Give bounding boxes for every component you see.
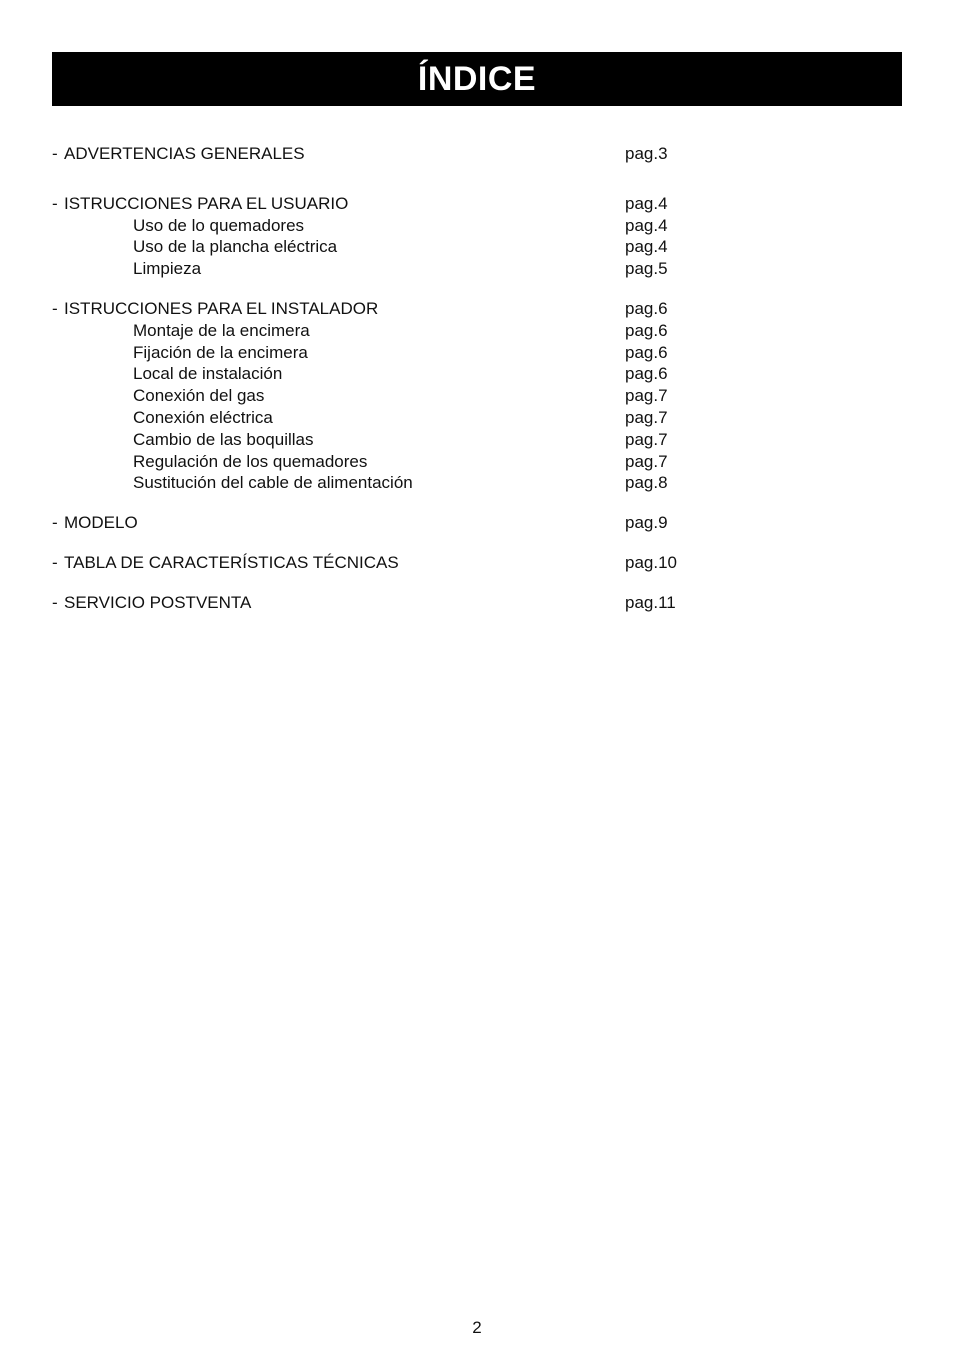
toc-section-servicio [52,592,852,614]
toc-page-ref: pag.4 [625,193,668,213]
toc-page-ref: pag.7 [625,407,668,427]
toc-subentry [52,451,852,473]
toc-section-modelo [52,512,852,534]
toc-section-advertencias [52,143,852,165]
toc-entry [52,298,852,320]
toc-subentry-label: Conexión eléctrica [133,407,273,427]
toc-subentry [52,236,852,258]
toc-page-ref: pag.8 [625,473,668,493]
toc-entry [52,512,852,534]
list-dash: - [52,144,58,163]
toc-section-title: ISTRUCCIONES PARA EL INSTALADOR [64,298,379,318]
list-dash: - [52,552,58,572]
toc-subentry-label: Cambio de las boquillas [133,429,314,449]
toc-page-ref: pag.6 [625,342,668,362]
toc-subentry [52,429,852,451]
toc-subentry [52,215,852,237]
toc-subentry [52,385,852,407]
toc-subentry [52,472,852,494]
toc-section-title: MODELO [64,513,138,533]
toc-page-ref: pag.4 [625,215,668,235]
list-dash: - [52,298,58,318]
toc-section-title: TABLA DE CARACTERÍSTICAS TÉCNICAS [64,552,399,572]
toc-section-title: ISTRUCCIONES PARA EL USUARIO [64,193,349,213]
toc-page-ref: pag.3 [625,144,668,163]
page-title: ÍNDICE [417,59,537,98]
toc-subentry [52,258,852,280]
toc-page-ref: pag.4 [625,237,668,257]
toc-page-ref: pag.7 [625,451,668,471]
table-of-contents [52,143,852,632]
toc-section-tabla [52,552,852,574]
title-bar [52,52,902,106]
toc-page-ref: pag.10 [625,552,677,572]
list-dash: - [52,513,58,533]
list-dash: - [52,193,58,213]
page-number: 2 [472,1318,482,1337]
toc-entry [52,592,852,614]
toc-page-ref: pag.7 [625,386,668,406]
toc-section-usuario [52,193,852,280]
toc-entry [52,193,852,215]
toc-page-ref: pag.6 [625,298,668,318]
toc-section-title: SERVICIO POSTVENTA [64,592,252,612]
toc-subentry-label: Sustitución del cable de alimentación [133,473,413,493]
toc-subentry-label: Fijación de la encimera [133,342,308,362]
toc-subentry-label: Conexión del gas [133,386,265,406]
toc-subentry [52,407,852,429]
toc-page-ref: pag.6 [625,320,668,340]
toc-page-ref: pag.6 [625,364,668,384]
toc-subentry-label: Uso de lo quemadores [133,215,305,235]
toc-subentry-label: Limpieza [133,259,202,279]
toc-page-ref: pag.7 [625,429,668,449]
toc-section-instalador [52,298,852,494]
list-dash: - [52,592,58,612]
toc-subentry-label: Regulación de los quemadores [133,451,368,471]
toc-entry [52,552,852,574]
toc-section-title: ADVERTENCIAS GENERALES [64,144,305,163]
toc-page-ref: pag.9 [625,513,668,533]
toc-subentry-label: Montaje de la encimera [133,320,310,340]
toc-page-ref: pag.11 [625,592,676,612]
toc-subentry [52,342,852,364]
toc-entry [52,143,852,165]
toc-page-ref: pag.5 [625,259,668,279]
toc-subentry [52,320,852,342]
toc-subentry-label: Uso de la plancha eléctrica [133,237,338,257]
toc-subentry [52,363,852,385]
toc-subentry-label: Local de instalación [133,364,283,384]
